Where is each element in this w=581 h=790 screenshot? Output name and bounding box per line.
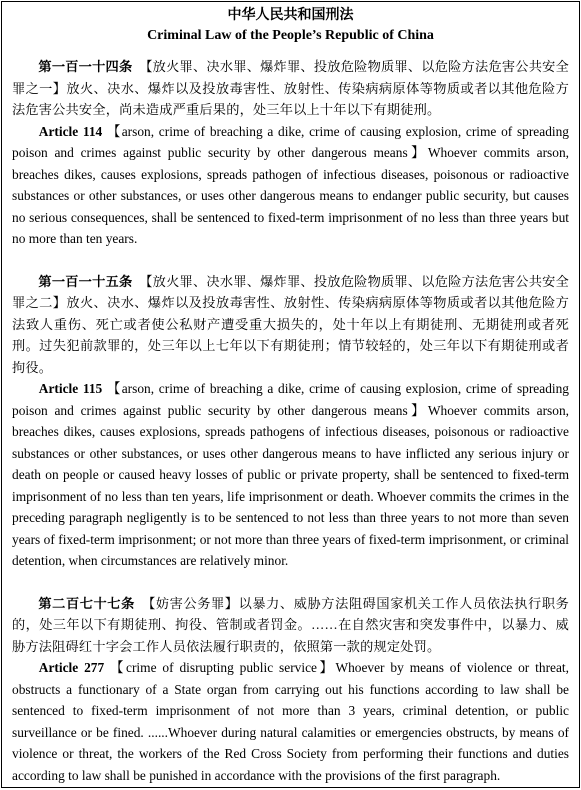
article-277-chinese-text: 【妨害公务罪】以暴力、威胁方法阻碍国家机关工作人员依法执行职务的，处三年以下有期徒刑、拘役、管制或者罚金。……在自然灾害和突发事件中，以暴力、威胁方法阻碍红十字会工作人员依法履行职责的，依照第一款的规定处罚。 [12,595,570,654]
document-title-english: Criminal Law of the People’s Republic of China [147,28,434,43]
article-114-english-paragraph [12,121,569,250]
article-277-chinese-paragraph [12,593,569,658]
article-115-chinese-label: 第一百一十五条 [38,273,133,289]
article-114-chinese-text: 【放火罪、决水罪、爆炸罪、投放危险物质罪、以危险方法危害公共安全罪之一】放火、决水、爆炸以及投放毒害性、放射性、传染病病原体等物质或者以其他危险方法危害公共安全，尚未造成严重后果的，处三年以上十年以下有期徒刑。 [12,59,569,117]
article-115-section [12,271,569,572]
article-115-chinese-paragraph [12,271,569,379]
section-spacer [12,572,569,593]
article-277-english-paragraph [12,657,569,786]
article-277-chinese-label: 第二百七十七条 [38,595,135,611]
article-115-chinese-text: 【放火罪、决水罪、爆炸罪、投放危险物质罪、以危险方法危害公共安全罪之二】放火、决水、爆炸以及投放毒害性、放射性、传染病病原体等物质或者以其他危险方法致人重伤、死亡或者使公私财产遭受重大损失的，处十年以上有期徒刑、无期徒刑或者死刑。过失犯前款罪的，处三年以上七年以下有期徒刑；情节较轻的，处三年以下有期徒刑或者拘役。 [12,273,569,375]
article-114-english-label: Article 114 [38,123,103,139]
article-277-english-text: 【crime of disrupting public service】Whoever by means of violence or threat, obstructs a functionary of a State organ from carrying out his functions according to law shall be sentenced to fixed-term imprisonment of not more than 3 years, criminal detention, or public surveillance or be fined. ......Whoever during natural calamities or emergencies obstructs, by means of violence or threat, the workers of the Red Cross Society from performing their functions and duties according to law shall be punished in accordance with the provisions of the first paragraph. [12,660,569,783]
article-115-english-text: 【arson, crime of breaching a dike, crime of causing explosion, crime of spreading poison and crimes against public security by other dangerous means】Whoever commits arson, breaches dikes, causes explosions, spreads pathogens of infectious diseases, poisonous or radioactive substances or other substances, or uses other dangerous means to have inflicted any serious injury or death on people or caused heavy losses of public or private property, shall be sentenced to fixed-term imprisonment of no less than ten years, life imprisonment or death. Whoever commits the crimes in the preceding paragraph negligently is to be sentenced to not less than three years to not more than seven years of fixed-term imprisonment; or not more than three years of fixed-term imprisonment, or criminal detention, when circumstances are relatively minor. [12,381,569,568]
section-spacer [12,250,569,271]
article-277-section [12,593,569,787]
article-114-chinese-label: 第一百一十四条 [38,59,133,74]
article-115-english-label: Article 115 [38,381,103,396]
article-114-english-text: 【arson, crime of breaching a dike, crime of causing explosion, crime of spreading poison and crimes against public security by other dangerous means】Whoever commits arson, breaches dikes, causes explosions, spreads pathogen of infectious diseases, poisonous or radioactive substances or other substances, or uses other dangerous means to endanger public security, but causes no serious consequences, shall be sentenced to fixed-term imprisonment of no less than three years but no more than ten years. [12,123,569,246]
article-115-english-paragraph [12,378,569,572]
article-114-section [12,56,569,250]
article-277-english-label: Article 277 [38,660,105,675]
document-title-chinese: 中华人民共和国刑法 [227,8,354,23]
document-page [1,1,580,788]
article-114-chinese-paragraph [12,56,569,121]
